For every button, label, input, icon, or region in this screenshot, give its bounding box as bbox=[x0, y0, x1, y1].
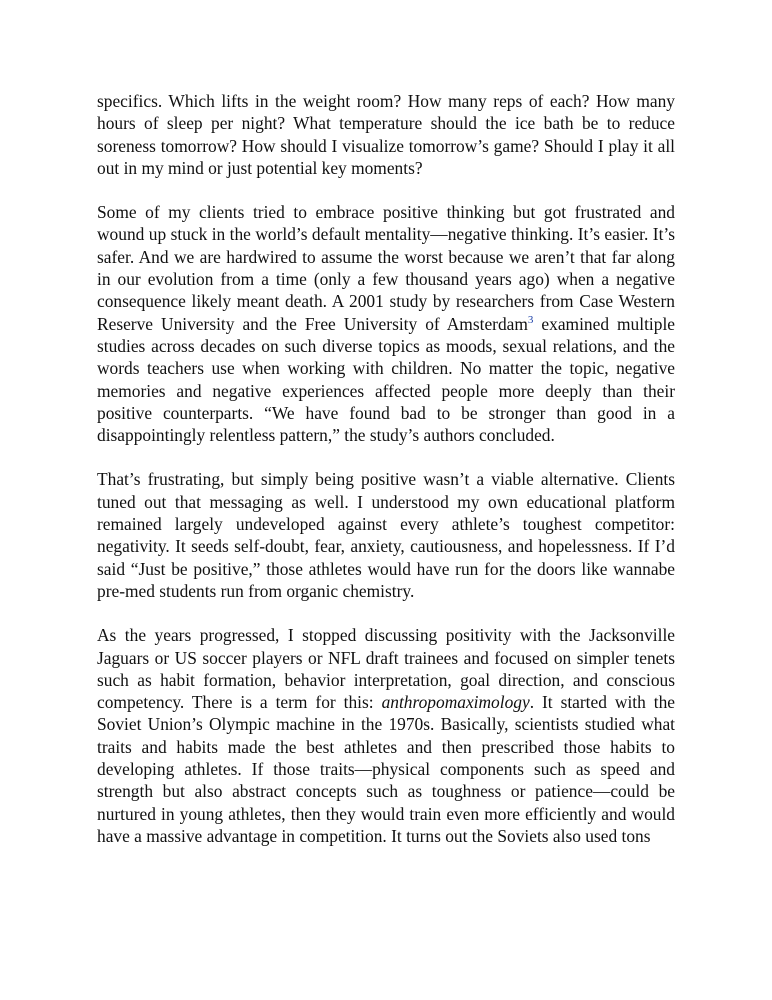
paragraph-4-text-after-term: . It started with the Soviet Union’s Olympic machine in the 1970s. Basically, scientists studied what traits and habits made the best athletes and then prescribed those habits to developing athletes. If those traits—physical components such as speed and strength but also abstract concepts such as toughness or patience—could be nurtured in young athletes, then they would train even more efficiently and would have a massive advantage in competition. It turns out the Soviets also used tons bbox=[97, 692, 675, 846]
footnote-marker[interactable]: 3 bbox=[527, 313, 534, 326]
italic-term: anthropomaximology bbox=[381, 692, 530, 713]
paragraph-1 bbox=[97, 90, 675, 179]
paragraph-2-text-before-footnote: Some of my clients tried to embrace positive thinking but got frustrated and wound up stuck in the world’s default mentality—negative thinking. It’s easier. It’s safer. And we are hardwired to assume the worst because we aren’t that far along in our evolution from a time (only a few thousand years ago) when a negative consequence likely meant death. A 2001 study by researchers from Case Western Reserve University and the Free University of Amsterdam bbox=[97, 202, 675, 334]
document-page bbox=[97, 90, 675, 869]
paragraph-2 bbox=[97, 201, 675, 446]
paragraph-3 bbox=[97, 468, 675, 602]
paragraph-3-text: That’s frustrating, but simply being positive wasn’t a viable alternative. Clients tuned out that messaging as well. I understood my own educational platform remained largely undeveloped against every athlete’s toughest competitor: negativity. It seeds self-doubt, fear, anxiety, cautiousness, and hopelessness. If I’d said “Just be positive,” those athletes would have run for the doors like wannabe pre-med students run from organic chemistry. bbox=[97, 469, 675, 601]
paragraph-4-text-before-term: As the years progressed, I stopped discussing positivity with the Jacksonville Jaguars or US soccer players or NFL draft trainees and focused on simpler tenets such as habit formation, behavior interpretation, goal direction, and conscious competency. There is a term for this: bbox=[97, 625, 675, 713]
paragraph-4 bbox=[97, 624, 675, 847]
paragraph-1-text: specifics. Which lifts in the weight room? How many reps of each? How many hours of sleep per night? What temperature should the ice bath be to reduce soreness tomorrow? How should I visualize tomorrow’s game? Should I play it all out in my mind or just potential key moments? bbox=[97, 91, 675, 178]
paragraph-2-text-after-footnote: examined multiple studies across decades on such diverse topics as moods, sexual relations, and the words teachers use when working with children. No matter the topic, negative memories and negative experiences affected people more deeply than their positive counterparts. “We have found bad to be stronger than good in a disappointingly relentless pattern,” the study’s authors concluded. bbox=[97, 313, 675, 446]
